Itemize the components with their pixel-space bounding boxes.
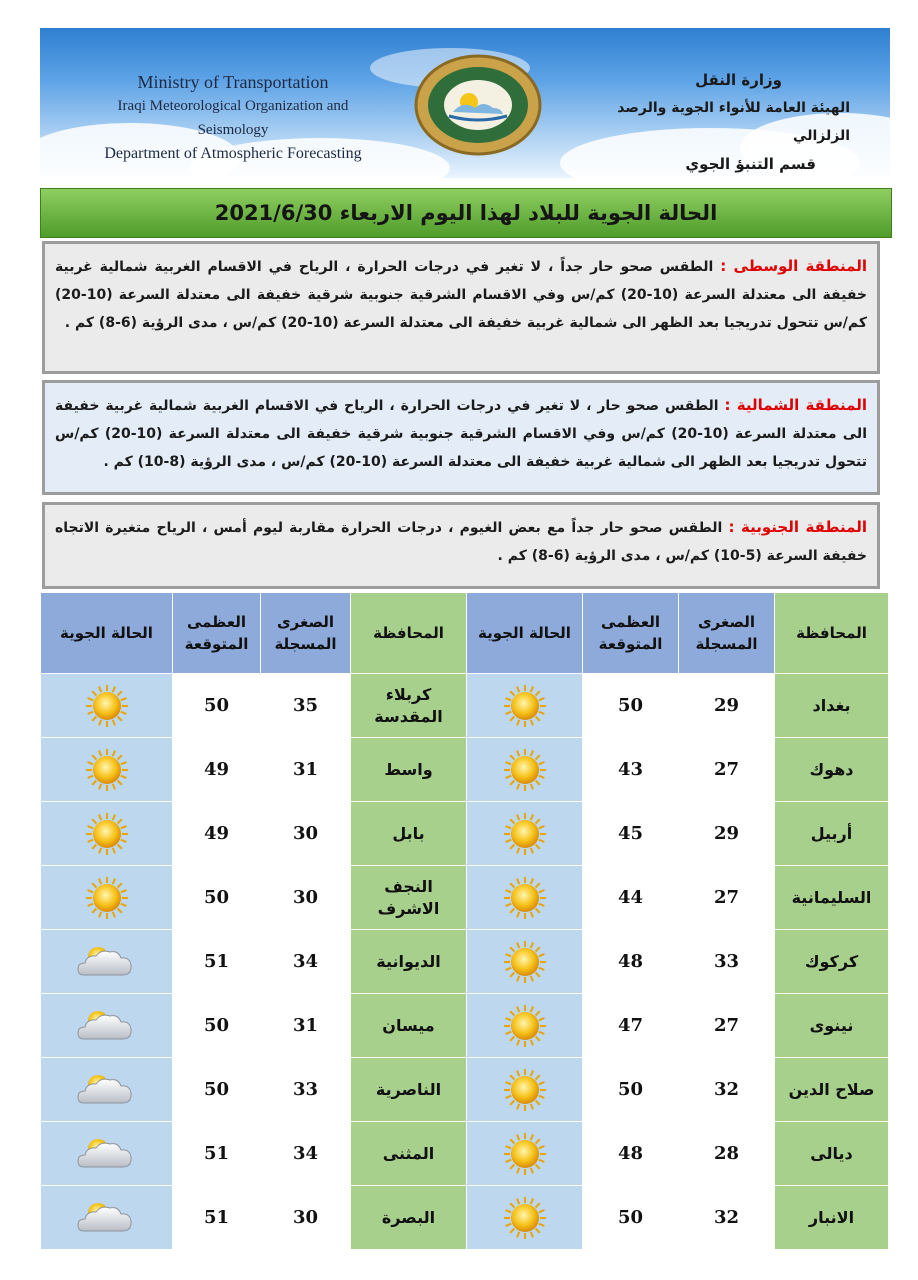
max-temp-cell: 48: [583, 930, 679, 994]
weather-cell: [467, 802, 583, 866]
region-label: المنطقة الوسطى :: [720, 257, 868, 275]
sun-icon: [494, 1131, 556, 1177]
weather-cell: [41, 738, 173, 802]
weather-cell: [467, 738, 583, 802]
max-temp-cell: 43: [583, 738, 679, 802]
weather-cell: [41, 674, 173, 738]
table-row: [41, 738, 889, 802]
region-south: [42, 502, 880, 589]
weather-cell: [467, 1058, 583, 1122]
governorate-cell: واسط: [351, 738, 467, 802]
governorate-cell: بغداد: [775, 674, 889, 738]
table-row: [41, 802, 889, 866]
min-temp-cell: 33: [261, 1058, 351, 1122]
region-text: الطقس صحو حار جداً مع بعض الغيوم ، درجات الحرارة مقاربة ليوم أمس ، الرياح متغيرة الاتجاه خفيفة السرعة (5-10) كم/س ، مدى الرؤية (6-8) كم .: [55, 520, 867, 564]
weather-cell: [41, 1186, 173, 1250]
min-temp-cell: 30: [261, 802, 351, 866]
max-temp-cell: 50: [583, 1186, 679, 1250]
min-temp-cell: 31: [261, 738, 351, 802]
max-temp-cell: 49: [173, 738, 261, 802]
partly-cloudy-icon: [76, 939, 138, 985]
table-row: [41, 1122, 889, 1186]
organization-name-ar: الهيئة العامة للأنواء الجوية والرصد الزلزالي: [617, 100, 850, 144]
min-temp-cell: 27: [679, 866, 775, 930]
region-label: المنطقة الشمالية :: [724, 396, 868, 414]
min-temp-cell: 29: [679, 674, 775, 738]
weather-cell: [41, 994, 173, 1058]
sun-icon: [76, 683, 138, 729]
sun-icon: [494, 939, 556, 985]
ministry-name-en: Ministry of Transportation: [137, 72, 329, 92]
governorate-cell: كركوك: [775, 930, 889, 994]
governorate-cell: أربيل: [775, 802, 889, 866]
governorate-cell: ميسان: [351, 994, 467, 1058]
governorate-cell: نينوى: [775, 994, 889, 1058]
table-header-row: [41, 593, 889, 674]
governorate-cell: بابل: [351, 802, 467, 866]
organization-name-en: Iraqi Meteorological Organization and Seismology: [117, 98, 349, 138]
max-temp-cell: 45: [583, 802, 679, 866]
sun-icon: [76, 811, 138, 857]
governorate-cell: السليمانية: [775, 866, 889, 930]
sun-icon: [494, 1067, 556, 1113]
governorate-cell: الديوانية: [351, 930, 467, 994]
sun-icon: [494, 1195, 556, 1241]
weather-cell: [41, 1122, 173, 1186]
region-north: [42, 380, 880, 495]
weather-cell: [467, 866, 583, 930]
table-row: [41, 1186, 889, 1250]
governorate-cell: البصرة: [351, 1186, 467, 1250]
governorate-cell: صلاح الدين: [775, 1058, 889, 1122]
ministry-name-ar: وزارة النقل: [695, 71, 782, 89]
header-weather: الحالة الجوية: [467, 593, 583, 674]
min-temp-cell: 29: [679, 802, 775, 866]
weather-cell: [41, 1058, 173, 1122]
region-text: الطقس صحو حار ، لا تغير في درجات الحرارة ، الرياح في الاقسام الغربية شمالية غربية خفيفة الى معتدلة السرعة (10-20) كم/س وفي الاقسام الشرقية جنوبية شرقية خفيفة الى معتدلة السرعة (10-20) كم/س تتحول تدريجيا بعد الظهر الى شمالية غربية خفيفة الى معتدلة السرعة (10-20) كم/س ، مدى الرؤية (8-10) كم .: [55, 398, 867, 470]
min-temp-cell: 32: [679, 1058, 775, 1122]
weather-cell: [467, 930, 583, 994]
department-name-en: Department of Atmospheric Forecasting: [104, 145, 362, 162]
max-temp-cell: 51: [173, 930, 261, 994]
min-temp-cell: 34: [261, 1122, 351, 1186]
governorate-cell: الناصرية: [351, 1058, 467, 1122]
table-body: [41, 674, 889, 1250]
weather-cell: [41, 866, 173, 930]
max-temp-cell: 50: [583, 674, 679, 738]
weather-cell: [467, 1122, 583, 1186]
weather-cell: [41, 930, 173, 994]
weather-cell: [467, 1186, 583, 1250]
table-row: [41, 930, 889, 994]
max-temp-cell: 50: [173, 1058, 261, 1122]
max-temp-cell: 51: [173, 1186, 261, 1250]
department-name-ar: قسم التنبؤ الجوي: [685, 155, 816, 173]
max-temp-cell: 48: [583, 1122, 679, 1186]
min-temp-cell: 32: [679, 1186, 775, 1250]
header-min-temp: الصغرى المسجلة: [679, 593, 775, 674]
max-temp-cell: 50: [173, 866, 261, 930]
max-temp-cell: 47: [583, 994, 679, 1058]
title-bar: [40, 188, 892, 238]
governorate-cell: المثنى: [351, 1122, 467, 1186]
partly-cloudy-icon: [76, 1067, 138, 1113]
table-row: [41, 994, 889, 1058]
page-title: الحالة الجوية للبلاد لهذا اليوم الاربعاء 2021/6/30: [214, 201, 718, 225]
min-temp-cell: 31: [261, 994, 351, 1058]
table-row: [41, 866, 889, 930]
max-temp-cell: 51: [173, 1122, 261, 1186]
max-temp-cell: 50: [583, 1058, 679, 1122]
header-min-temp: الصغرى المسجلة: [261, 593, 351, 674]
table-row: [41, 1058, 889, 1122]
partly-cloudy-icon: [76, 1131, 138, 1177]
min-temp-cell: 33: [679, 930, 775, 994]
weather-cell: [467, 994, 583, 1058]
partly-cloudy-icon: [76, 1003, 138, 1049]
min-temp-cell: 27: [679, 994, 775, 1058]
partly-cloudy-icon: [76, 1195, 138, 1241]
sun-icon: [494, 811, 556, 857]
min-temp-cell: 30: [261, 1186, 351, 1250]
header-english: [88, 70, 378, 166]
governorate-cell: دهوك: [775, 738, 889, 802]
max-temp-cell: 44: [583, 866, 679, 930]
governorate-cell: كربلاء المقدسة: [351, 674, 467, 738]
weather-cell: [467, 674, 583, 738]
max-temp-cell: 50: [173, 674, 261, 738]
min-temp-cell: 35: [261, 674, 351, 738]
weather-cell: [41, 802, 173, 866]
header-governorate: المحافظة: [775, 593, 889, 674]
governorate-cell: ديالى: [775, 1122, 889, 1186]
sun-icon: [76, 875, 138, 921]
governorate-cell: الانبار: [775, 1186, 889, 1250]
region-label: المنطقة الجنوبية :: [728, 518, 867, 536]
max-temp-cell: 50: [173, 994, 261, 1058]
max-temp-cell: 49: [173, 802, 261, 866]
min-temp-cell: 28: [679, 1122, 775, 1186]
sun-icon: [494, 1003, 556, 1049]
sun-icon: [494, 683, 556, 729]
header-arabic: [560, 66, 850, 178]
table-row: [41, 674, 889, 738]
sun-icon: [494, 875, 556, 921]
organization-logo: [413, 54, 543, 156]
min-temp-cell: 27: [679, 738, 775, 802]
header-governorate: المحافظة: [351, 593, 467, 674]
region-text: الطقس صحو حار جداً ، لا تغير في درجات الحرارة ، الرياح في الاقسام الغربية شمالية غربية خفيفة الى معتدلة السرعة (10-20) كم/س وفي الاقسام الشرقية جنوبية شرقية خفيفة الى معتدلة السرعة (10-20) كم/س تتحول تدريجيا بعد الظهر الى شمالية غربية خفيفة الى معتدلة السرعة (10-20) كم/س ، مدى الرؤية (6-8) كم .: [55, 259, 868, 331]
header-max-temp: العظمى المتوقعة: [173, 593, 261, 674]
header-weather: الحالة الجوية: [41, 593, 173, 674]
region-central: [42, 241, 880, 374]
sun-icon: [494, 747, 556, 793]
header-max-temp: العظمى المتوقعة: [583, 593, 679, 674]
sun-icon: [76, 747, 138, 793]
min-temp-cell: 34: [261, 930, 351, 994]
min-temp-cell: 30: [261, 866, 351, 930]
governorate-cell: النجف الاشرف: [351, 866, 467, 930]
forecast-table: [40, 592, 889, 1250]
